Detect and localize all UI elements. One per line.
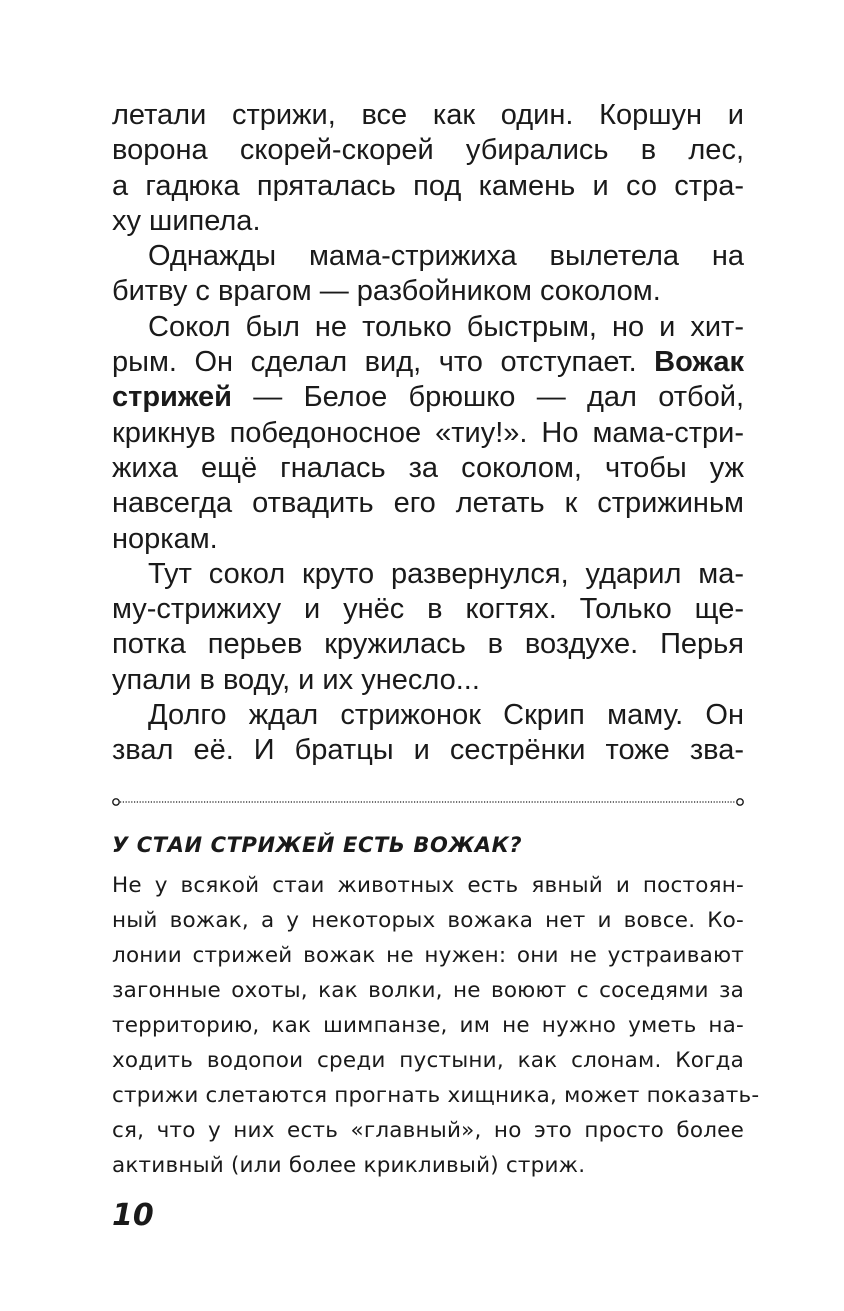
text-line: норкам. [112, 522, 218, 555]
bold-term: стрижей [112, 381, 233, 414]
text-line: упали в воду, и их унесло... [112, 663, 480, 696]
text-line: Тут сокол круто развернулся, ударил ма- [148, 557, 744, 590]
text-line [112, 380, 744, 415]
text-line: ворона скорей-скорей убирались в лес, [112, 134, 744, 167]
text-line: ный вожак, а у некоторых вожака нет и вовсе. Ко- [112, 908, 744, 933]
text-line: лонии стрижей вожак не нужен: они не устраивают [112, 943, 744, 968]
text-line [112, 345, 744, 380]
text-line: стрижи слетаются прогнать хищника, может показать- [112, 1083, 760, 1108]
text-line: Не у всякой стаи животных есть явный и постоян- [112, 873, 744, 898]
page-number: 10 [112, 1198, 154, 1233]
info-box-title: У СТАИ СТРИЖЕЙ ЕСТЬ ВОЖАК? [112, 833, 523, 857]
text-line: крикнув победоносное «тиу!». Но мама-стри- [112, 416, 744, 449]
text-line: активный (или более крикливый) стриж. [112, 1153, 586, 1178]
text-line: ху шипела. [112, 204, 261, 237]
text-line: битву с врагом — разбойником соколом. [112, 275, 661, 308]
text-line: Сокол был не только быстрым, но и хит- [148, 310, 744, 343]
text-line: загонные охоты, как волки, не воюют с соседями за [112, 978, 744, 1003]
text-line: звал её. И братцы и сестрёнки тоже зва- [112, 734, 744, 767]
text-line: территорию, как шимпанзе, им не нужно уметь на- [112, 1013, 744, 1038]
text-line: жиха ещё гналась за соколом, чтобы уж [112, 451, 744, 484]
text-line: летали стрижи, все как один. Коршун и [112, 99, 744, 131]
text-line: Долго ждал стрижонок Скрип маму. Он [148, 699, 744, 732]
text-line: ходить водопои среди пустыни, как слонам. Когда [112, 1048, 744, 1073]
dotted-divider [112, 795, 744, 809]
text-line: ся, что у них есть «главный», но это просто более [112, 1118, 744, 1143]
text-fragment: — Белое брюшко — дал отбой, [253, 381, 744, 414]
text-line: а гадюка пряталась под камень и со стра- [112, 169, 744, 202]
text-line: потка перьев кружилась в воздухе. Перья [112, 628, 744, 661]
text-line: навсегда отвадить его летать к стрижиньм [112, 487, 744, 520]
text-fragment: рым. Он сделал вид, что отступает. [112, 346, 637, 379]
text-line: му-стрижиху и унёс в когтях. Только ще- [112, 593, 744, 626]
info-box-text [112, 868, 760, 1183]
text-line: Однажды мама-стрижиха вылетела на [148, 240, 744, 273]
story-text [112, 98, 744, 769]
bold-term: Вожак [654, 346, 744, 379]
